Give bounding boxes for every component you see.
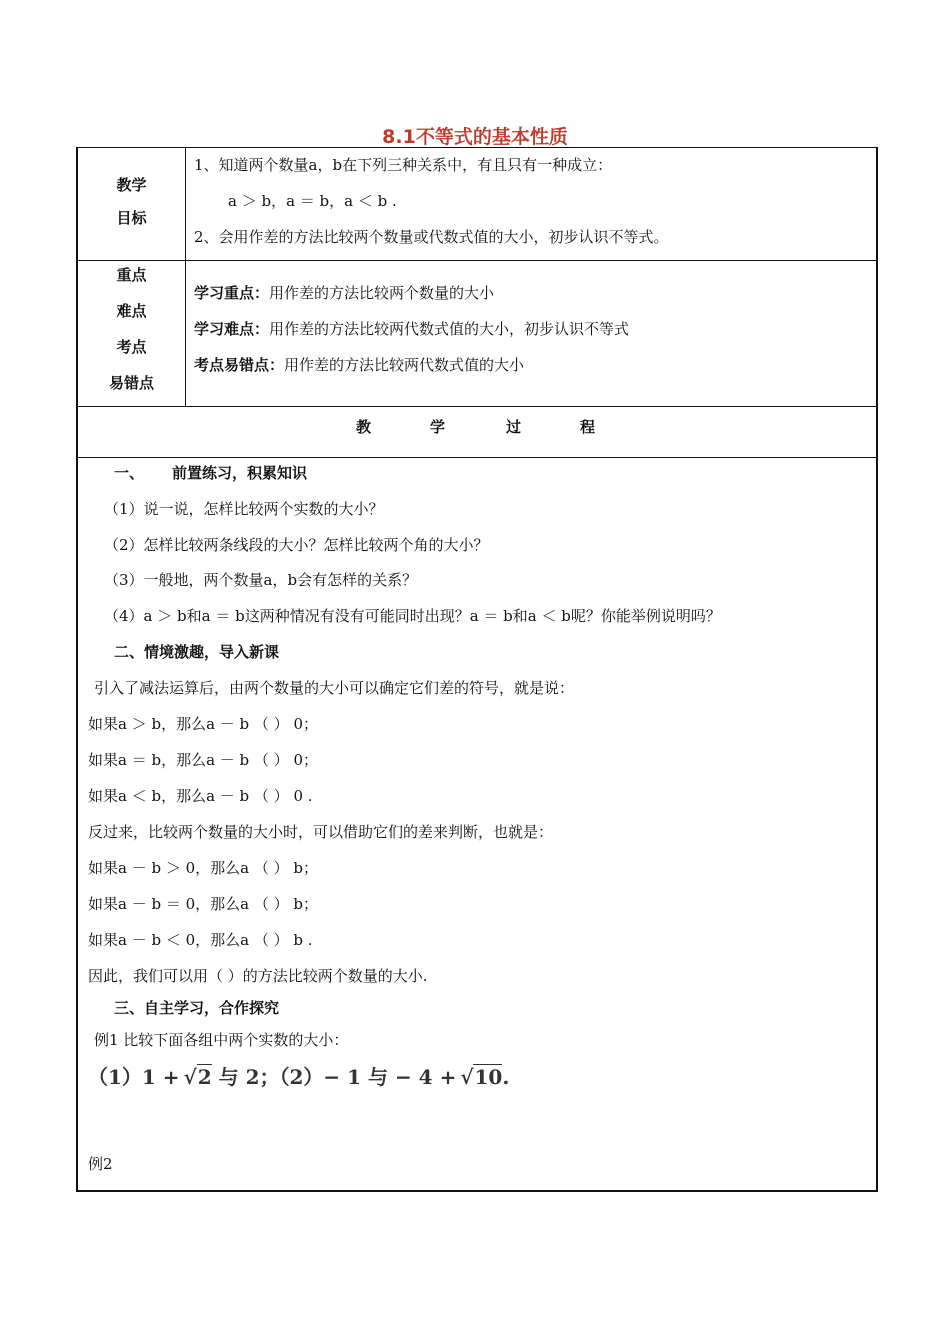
example-1: 例1 比较下面各组中两个实数的大小： [94, 1031, 349, 1049]
goals-label-1: 教学 [116, 176, 147, 194]
rule-1: 如果a ＞ b，那么a － b （ ） 0； [88, 715, 319, 733]
sign-rule-1: 如果a － b ＞ 0，那么a （ ） b； [88, 859, 319, 877]
difficulty-text: 用作差的方法比较两代数式值的大小，初步认识不等式 [269, 320, 630, 338]
process-heading-1: 教 [356, 418, 372, 436]
error-label: 考点易错点： [194, 356, 285, 374]
question-2: （2）怎样比较两条线段的大小？怎样比较两个角的大小？ [104, 536, 489, 554]
page-title: 8.1不等式的基本性质 [382, 126, 568, 148]
section1-number: 一、 [114, 464, 145, 482]
example-2: 例2 [88, 1155, 113, 1173]
conclusion: 因此，我们可以用（ ）的方法比较两个数量的大小. [88, 967, 428, 985]
keypoints-label-1: 重点 [116, 266, 147, 284]
process-heading-3: 过 [506, 418, 522, 436]
reverse-intro: 反过来，比较两个数量的大小时，可以借助它们的差来判断，也就是： [88, 823, 554, 841]
question-1: （1）说一说，怎样比较两个实数的大小？ [104, 500, 384, 518]
sqrt-radicand-2: 10 [474, 1065, 503, 1089]
section3-heading: 三、自主学习，合作探究 [114, 999, 280, 1017]
row-divider [78, 457, 876, 458]
question-4: （4）a ＞ b和a ＝ b这两种情况有没有可能同时出现？a ＝ b和a ＜ b呢？你能举例说明吗？ [104, 607, 721, 625]
error-line [194, 354, 524, 375]
process-heading-4: 程 [580, 418, 596, 436]
goal-line-1: 1、知道两个数量a，b在下列三种关系中，有且只有一种成立： [194, 156, 613, 174]
question-3: （3）一般地，两个数量a，b会有怎样的关系？ [104, 571, 418, 589]
formula-part-1: （1）1 + [88, 1065, 180, 1089]
section2-heading: 二、情境激趣，导入新课 [114, 643, 280, 661]
goals-label-2: 目标 [116, 209, 147, 227]
focus-label: 学习重点： [194, 284, 270, 302]
example-1-formula [88, 1061, 509, 1090]
row-divider [78, 260, 876, 261]
goal-line-2: a ＞ b，a ＝ b，a ＜ b . [228, 192, 397, 210]
sign-rule-3: 如果a － b ＜ 0，那么a （ ） b . [88, 931, 313, 949]
section2-intro: 引入了减法运算后，由两个数量的大小可以确定它们差的符号，就是说： [94, 679, 575, 697]
focus-text: 用作差的方法比较两个数量的大小 [269, 284, 495, 302]
section1-heading: 前置练习，积累知识 [172, 464, 308, 482]
formula-end: . [502, 1065, 510, 1089]
lesson-table [76, 147, 878, 1192]
process-heading-2: 学 [430, 418, 446, 436]
column-divider [185, 148, 186, 406]
keypoints-label-3: 考点 [116, 338, 147, 356]
goal-line-3: 2、会用作差的方法比较两个数量或代数式值的大小，初步认识不等式。 [194, 228, 669, 246]
sqrt-symbol: √ [460, 1065, 474, 1089]
difficulty-label: 学习难点： [194, 320, 270, 338]
focus-line [194, 282, 494, 303]
sqrt-radicand-1: 2 [197, 1065, 212, 1089]
formula-part-2: 与 2；（2）− 1 与 − 4 + [218, 1065, 457, 1089]
difficulty-line [194, 318, 629, 339]
error-text: 用作差的方法比较两代数式值的大小 [284, 356, 525, 374]
row-divider [78, 406, 876, 407]
sign-rule-2: 如果a － b ＝ 0，那么a （ ） b； [88, 895, 319, 913]
keypoints-label-2: 难点 [116, 302, 147, 320]
rule-2: 如果a ＝ b，那么a － b （ ） 0； [88, 751, 319, 769]
rule-3: 如果a ＜ b，那么a － b （ ） 0 . [88, 787, 313, 805]
sqrt-symbol: √ [183, 1065, 197, 1089]
keypoints-label-4: 易错点 [108, 374, 154, 392]
